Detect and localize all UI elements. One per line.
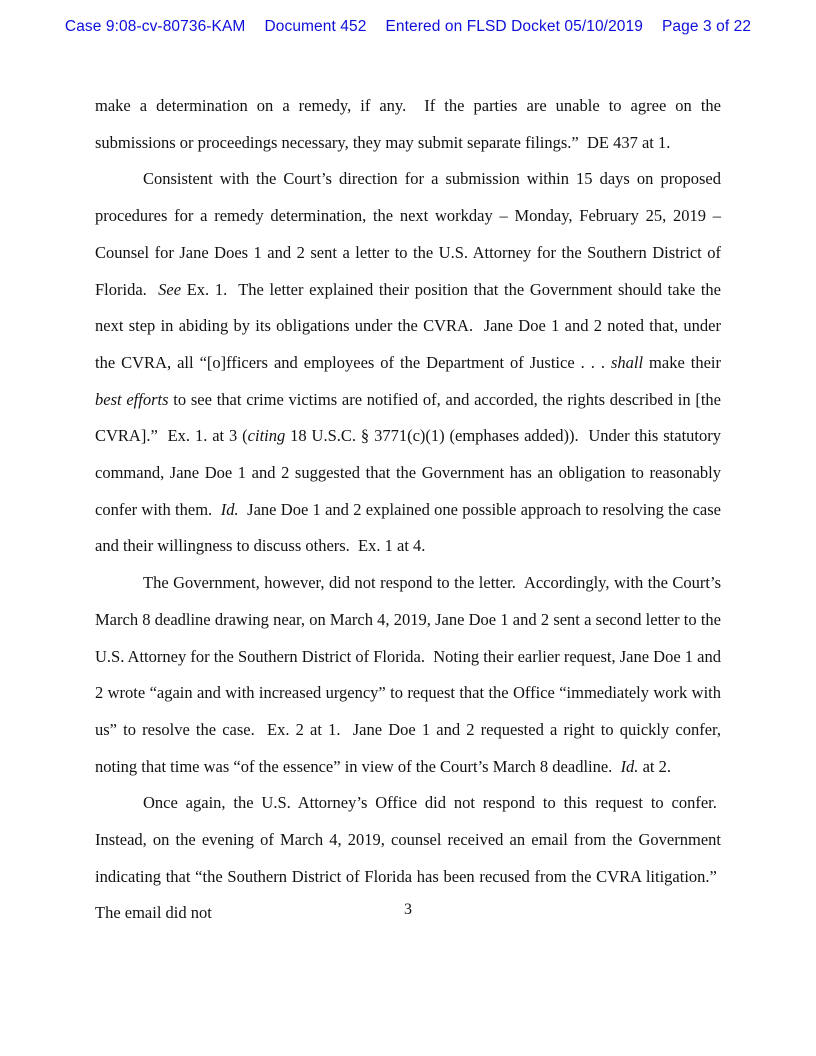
body-paragraph xyxy=(95,161,721,565)
body-paragraph xyxy=(95,88,721,161)
text-run: to see that crime victims are notified of, and accorded, the rights described in [the CVRA].” Ex. 1. at 3 ( xyxy=(95,389,721,446)
text-run: make their xyxy=(643,352,721,372)
italic-text-run: Id. xyxy=(220,499,239,519)
docket-case-number: Case 9:08-cv-80736-KAM xyxy=(64,18,246,35)
italic-text-run: Id. xyxy=(620,756,639,776)
body-paragraph xyxy=(95,565,721,785)
document-body xyxy=(95,88,721,932)
text-run: at 2. xyxy=(638,756,671,776)
italic-text-run: best efforts xyxy=(95,389,169,409)
docket-document-number: Document 452 xyxy=(264,18,367,35)
text-run: Jane Doe 1 and 2 explained one possible approach to resolving the case and their willingness to discuss others. Ex. 1 at 4. xyxy=(95,499,722,556)
docket-page-indicator: Page 3 of 22 xyxy=(661,18,752,35)
docket-entered-date: Entered on FLSD Docket 05/10/2019 xyxy=(385,18,643,35)
text-run: 18 U.S.C. § 3771(c)(1) (emphases added)). Under this statutory command, Jane Doe 1 and 2 suggested that the Government has an obligation to reasonably confer with them. xyxy=(95,426,721,519)
italic-text-run: citing xyxy=(247,426,286,446)
text-run: Once again, the U.S. Attorney’s Office did not respond to this request to confer. Instead, on the evening of March 4, 2019, counsel received an email from the Government indicating that “the Southern District of Florida has been recused from the CVRA litigation.” The email did not xyxy=(95,793,721,923)
text-run: Consistent with the Court’s direction for a submission within 15 days on proposed procedures for a remedy determination, the next workday – Monday, February 25, 2019 – Counsel for Jane Does 1 and 2 sent a letter to the U.S. Attorney for the Southern District of Florida. xyxy=(95,169,721,299)
text-run: The Government, however, did not respond to the letter. Accordingly, with the Court’s March 8 deadline drawing near, on March 4, 2019, Jane Doe 1 and 2 sent a second letter to the U.S. Attorney for the Southern District of Florida. Noting their earlier request, Jane Doe 1 and 2 wrote “again and with increased urgency” to request that the Office “immediately work with us” to resolve the case. Ex. 2 at 1. Jane Doe 1 and 2 requested a right to quickly confer, noting that time was “of the essence” in view of the Court’s March 8 deadline. xyxy=(95,573,721,776)
italic-text-run: See xyxy=(158,279,182,299)
text-run: Ex. 1. The letter explained their position that the Government should take the next step in abiding by its obligations under the CVRA. Jane Doe 1 and 2 noted that, under the CVRA, all “[o]fficers and employees of the Department of Justice . . . xyxy=(95,279,721,372)
docket-stamp-header xyxy=(0,18,816,36)
page-number: 3 xyxy=(404,901,412,918)
italic-text-run: shall xyxy=(610,352,644,372)
text-run: make a determination on a remedy, if any. If the parties are unable to agree on the submissions or proceedings necessary, they may submit separate filings.” DE 437 at 1. xyxy=(95,96,721,152)
